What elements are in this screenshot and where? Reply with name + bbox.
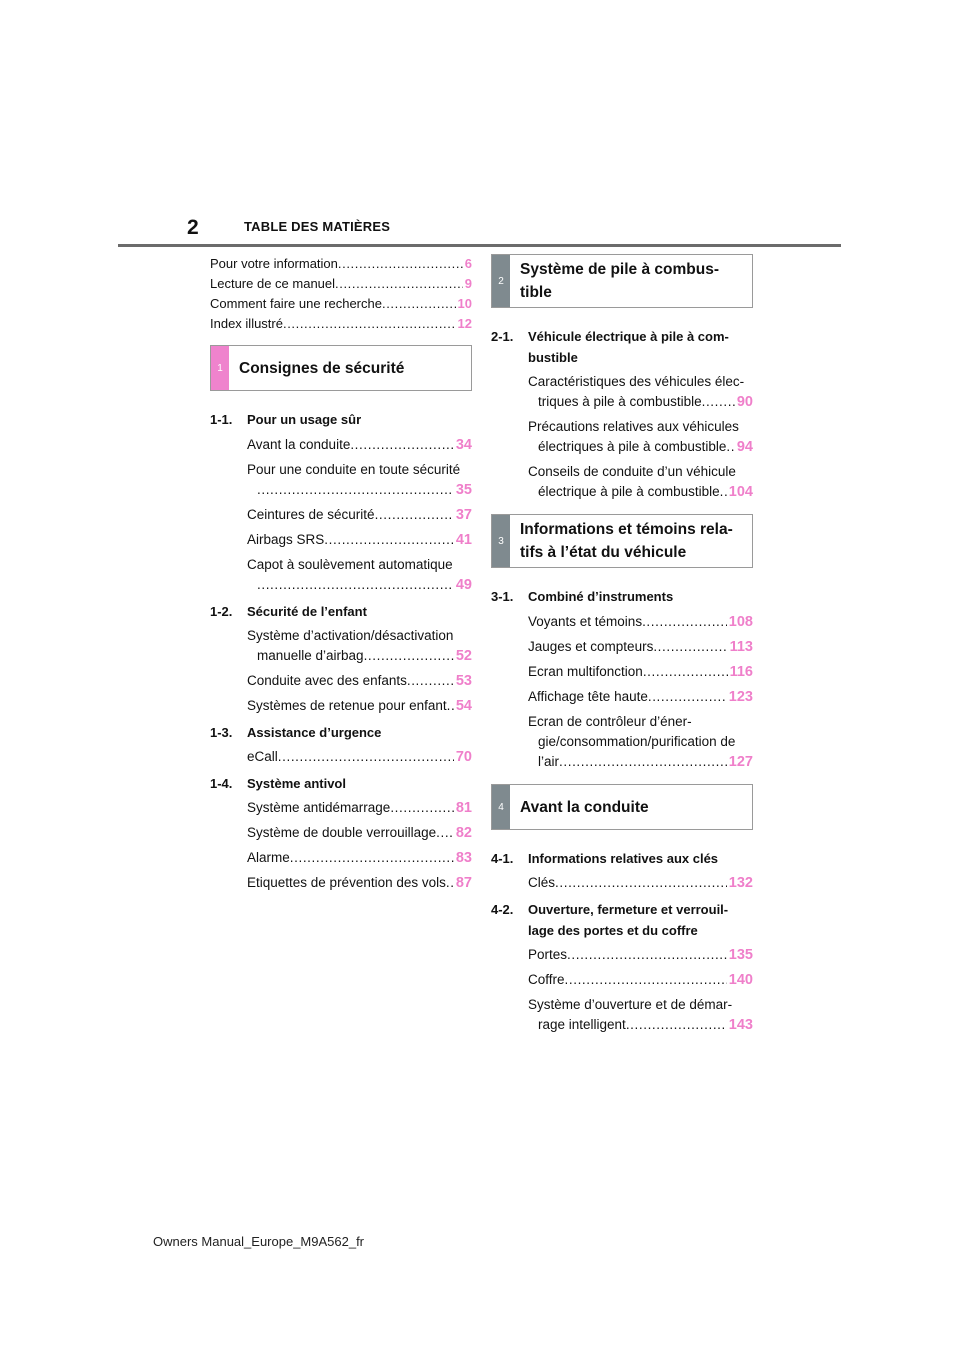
page-ref[interactable]: 12 xyxy=(457,316,472,331)
page-ref[interactable]: 140 xyxy=(728,972,753,988)
subsection-heading: 1-4. Système antivol xyxy=(210,776,346,791)
page-ref[interactable]: 94 xyxy=(736,439,753,455)
header-divider xyxy=(118,244,841,247)
running-header: TABLE DES MATIÈRES xyxy=(244,219,391,234)
section-3-header[interactable] xyxy=(491,514,753,568)
toc-entry[interactable]: Jauges et compteurs ..... 113 xyxy=(528,637,753,657)
section-2-header[interactable] xyxy=(491,254,753,308)
toc-entry[interactable]: eCall ..... 70 xyxy=(247,747,472,767)
page-ref[interactable]: 83 xyxy=(455,850,472,866)
toc-entry[interactable]: Index illustré ..... 12 xyxy=(210,314,472,334)
subsection-heading: 4-1. Informations relatives aux clés xyxy=(491,851,719,866)
section-title: Consignes de sécurité xyxy=(239,359,405,377)
toc-entry[interactable]: Pour une conduite en toute sécurité ..... 35 xyxy=(247,460,472,500)
subsection-heading: 2-1. Véhicule électrique à pile à com- bustible xyxy=(491,329,729,365)
page-number: 2 xyxy=(187,216,199,239)
toc-entry[interactable]: Airbags SRS ..... 41 xyxy=(247,530,472,550)
toc-entry[interactable]: Système d’ouverture et de démar- rage intelligent ..... 143 xyxy=(528,995,753,1035)
toc-entry[interactable]: Etiquettes de prévention des vols ..... 87 xyxy=(247,873,472,893)
page-ref[interactable]: 6 xyxy=(464,256,472,271)
section-title: Avant la conduite xyxy=(520,798,649,816)
page-ref[interactable]: 52 xyxy=(455,648,472,664)
page-ref[interactable]: 70 xyxy=(455,749,472,765)
section-tab: 1 xyxy=(211,346,229,390)
section-tab: 3 xyxy=(492,515,510,567)
toc-entry[interactable]: Capot à soulèvement automatique ..... 49 xyxy=(247,555,472,595)
subsection-heading: 4-2. Ouverture, fermeture et verrouil- lage des portes et du coffre xyxy=(491,902,729,938)
subsection-heading: 3-1. Combiné d’instruments xyxy=(491,589,674,604)
page-ref[interactable]: 116 xyxy=(729,664,753,680)
page-ref[interactable]: 90 xyxy=(736,394,753,410)
page-ref[interactable]: 113 xyxy=(729,639,753,655)
page-ref[interactable]: 41 xyxy=(455,532,472,548)
page-ref[interactable]: 37 xyxy=(455,507,472,523)
page-ref[interactable]: 9 xyxy=(464,276,472,291)
page-ref[interactable]: 10 xyxy=(457,296,472,311)
page-ref[interactable]: 81 xyxy=(455,800,472,816)
toc-entry[interactable]: Coffre ..... 140 xyxy=(528,970,753,990)
toc-entry[interactable]: Système d’activation/désactivation manuelle d’airbag ..... 52 xyxy=(247,626,472,666)
section-tab: 4 xyxy=(492,785,510,829)
page-ref[interactable]: 108 xyxy=(728,614,753,630)
toc-left-column xyxy=(210,254,472,893)
toc-entry[interactable]: Conduite avec des enfants ..... 53 xyxy=(247,671,472,691)
subsection-heading: 1-3. Assistance d’urgence xyxy=(210,725,382,740)
toc-entry[interactable]: Systèmes de retenue pour enfant ..... 54 xyxy=(247,696,472,716)
toc-entry[interactable]: Comment faire une recherche ..... 10 xyxy=(210,294,472,314)
toc-entry[interactable]: Clés ..... 132 xyxy=(528,873,753,893)
section-title: Système de pile à combus- tible xyxy=(520,261,719,301)
page-ref[interactable]: 49 xyxy=(455,577,472,593)
toc-entry[interactable]: Voyants et témoins ..... 108 xyxy=(528,612,753,632)
page-ref[interactable]: 35 xyxy=(455,482,472,498)
toc-right-column xyxy=(491,254,753,1035)
toc-entry[interactable]: Ecran multifonction ..... 116 xyxy=(528,662,753,682)
page-ref[interactable]: 104 xyxy=(728,484,753,500)
toc-entry[interactable]: Précautions relatives aux véhicules électriques à pile à combustible ..... 94 xyxy=(528,417,753,457)
page-ref[interactable]: 132 xyxy=(728,875,753,891)
toc-entry[interactable]: Ecran de contrôleur d’éner- gie/consommation/purification de l’air ..... 127 xyxy=(528,712,753,772)
page-ref[interactable]: 135 xyxy=(728,947,753,963)
toc-entry[interactable]: Conseils de conduite d’un véhicule électrique à pile à combustible ..... 104 xyxy=(528,462,753,502)
toc-entry[interactable]: Affichage tête haute ..... 123 xyxy=(528,687,753,707)
page-ref[interactable]: 123 xyxy=(728,689,753,705)
page-ref[interactable]: 82 xyxy=(455,825,472,841)
section-title: Informations et témoins rela- tifs à l’état du véhicule xyxy=(520,521,733,561)
page-ref[interactable]: 143 xyxy=(728,1017,753,1033)
subsection-heading: 1-2. Sécurité de l’enfant xyxy=(210,604,367,619)
toc-entry[interactable]: Ceintures de sécurité ..... 37 xyxy=(247,505,472,525)
toc-entry[interactable]: Pour votre information ..... 6 xyxy=(210,254,472,274)
toc-entry[interactable]: Alarme ..... 83 xyxy=(247,848,472,868)
page-ref[interactable]: 127 xyxy=(728,754,753,770)
toc-entry[interactable]: Système de double verrouillage ..... 82 xyxy=(247,823,472,843)
toc-entry[interactable]: Portes ..... 135 xyxy=(528,945,753,965)
page-ref[interactable]: 53 xyxy=(455,673,472,689)
toc-entry[interactable]: Caractéristiques des véhicules élec- triques à pile à combustible ..... 90 xyxy=(528,372,753,412)
page-ref[interactable]: 54 xyxy=(455,698,472,714)
footer-text: Owners Manual_Europe_M9A562_fr xyxy=(153,1234,365,1249)
subsection-heading: 1-1. Pour un usage sûr xyxy=(210,412,362,427)
toc-entry[interactable]: Avant la conduite ..... 34 xyxy=(247,435,472,455)
page-ref[interactable]: 34 xyxy=(455,437,472,453)
section-1-header[interactable] xyxy=(210,345,472,391)
toc-entry[interactable]: Lecture de ce manuel ..... 9 xyxy=(210,274,472,294)
section-4-header[interactable] xyxy=(491,784,753,830)
section-tab: 2 xyxy=(492,255,510,307)
page-ref[interactable]: 87 xyxy=(455,875,472,891)
toc-entry[interactable]: Système antidémarrage ..... 81 xyxy=(247,798,472,818)
